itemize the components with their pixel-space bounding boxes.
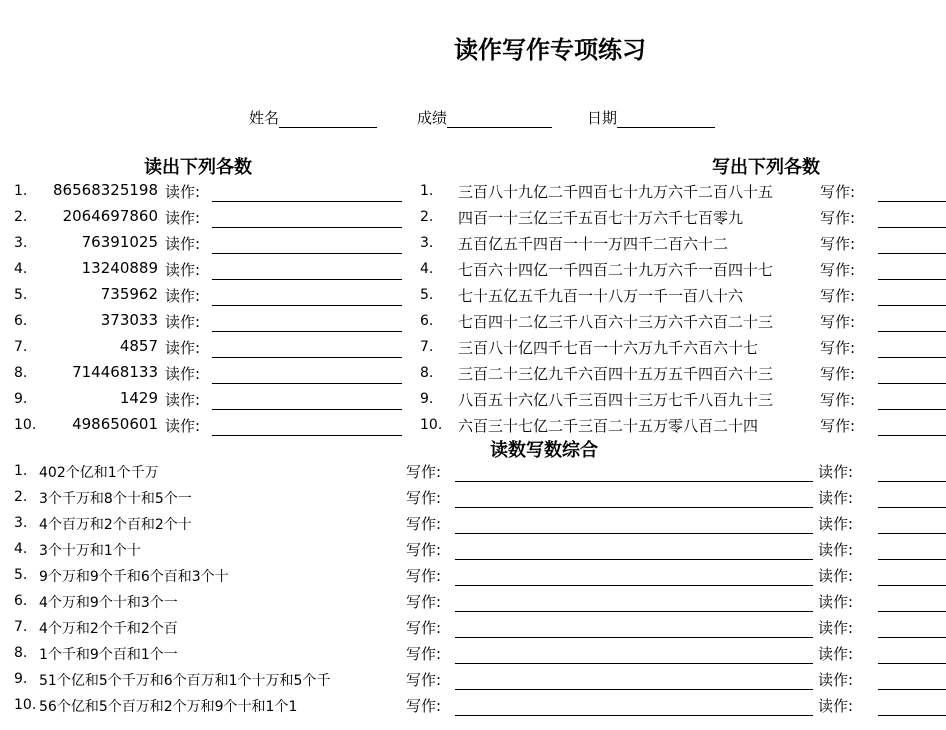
write-item-label: 写作: <box>820 235 856 253</box>
combined-read-line[interactable] <box>878 507 946 508</box>
name-field <box>249 107 377 128</box>
combined-write-label: 写作: <box>406 593 442 611</box>
write-item-label: 写作: <box>820 261 856 279</box>
write-item-number: 3. <box>420 235 434 251</box>
read-item-answer-line[interactable] <box>212 227 402 228</box>
write-item-answer-line[interactable] <box>878 357 946 358</box>
combined-write-line[interactable] <box>455 585 813 586</box>
combined-item-number: 5. <box>14 567 28 583</box>
read-item-answer-line[interactable] <box>212 435 402 436</box>
combined-write-label: 写作: <box>406 619 442 637</box>
write-item-number: 9. <box>420 391 434 407</box>
combined-item-text: 4个万和2个千和2个百 <box>39 621 178 637</box>
write-item-number: 4. <box>420 261 434 277</box>
combined-item-number: 7. <box>14 619 28 635</box>
write-item-number: 6. <box>420 313 434 329</box>
write-item-text: 三百八十亿四千七百一十六万九千六百六十七 <box>458 339 759 357</box>
combined-read-label: 读作: <box>818 515 854 533</box>
write-item-label: 写作: <box>820 313 856 331</box>
combined-write-line[interactable] <box>455 611 813 612</box>
write-item-label: 写作: <box>820 209 856 227</box>
read-item-value: 2064697860 <box>62 207 158 225</box>
combined-read-line[interactable] <box>878 689 946 690</box>
read-item-number: 7. <box>14 339 28 355</box>
write-item-label: 写作: <box>820 417 856 435</box>
read-item-number: 4. <box>14 261 28 277</box>
write-item-answer-line[interactable] <box>878 227 946 228</box>
combined-item-text: 1个千和9个百和1个一 <box>39 647 178 663</box>
write-item-label: 写作: <box>820 287 856 305</box>
combined-item-text: 402个亿和1个千万 <box>39 465 159 481</box>
combined-write-line[interactable] <box>455 507 813 508</box>
read-item-answer-line[interactable] <box>212 331 402 332</box>
write-section-heading: 写出下列各数 <box>712 157 820 178</box>
date-label: 日期 <box>587 109 618 127</box>
combined-read-line[interactable] <box>878 637 946 638</box>
combined-write-line[interactable] <box>455 663 813 664</box>
name-label: 姓名 <box>249 109 280 127</box>
combined-item-number: 10. <box>14 697 37 713</box>
score-field <box>417 107 552 128</box>
write-item-text: 七百四十二亿三千八百六十三万六千六百二十三 <box>458 313 774 331</box>
combined-section-heading: 读数写数综合 <box>490 440 598 461</box>
write-item-answer-line[interactable] <box>878 201 946 202</box>
write-item-label: 写作: <box>820 183 856 201</box>
read-item-number: 9. <box>14 391 28 407</box>
combined-write-line[interactable] <box>455 637 813 638</box>
combined-write-line[interactable] <box>455 559 813 560</box>
write-item-answer-line[interactable] <box>878 331 946 332</box>
write-item-number: 5. <box>420 287 434 303</box>
read-item-number: 1. <box>14 183 28 199</box>
write-item-answer-line[interactable] <box>878 435 946 436</box>
score-label: 成绩 <box>417 109 448 127</box>
read-item-value: 714468133 <box>72 363 158 381</box>
read-item-label: 读作: <box>165 287 201 305</box>
write-item-answer-line[interactable] <box>878 279 946 280</box>
combined-read-label: 读作: <box>818 541 854 559</box>
write-item-label: 写作: <box>820 391 856 409</box>
score-blank[interactable] <box>447 111 552 128</box>
combined-write-line[interactable] <box>455 715 813 716</box>
combined-read-line[interactable] <box>878 715 946 716</box>
read-item-value: 498650601 <box>72 415 158 433</box>
read-item-value: 4857 <box>119 337 158 355</box>
combined-write-line[interactable] <box>455 689 813 690</box>
combined-item-text: 51个亿和5个千万和6个百万和1个十万和5个千 <box>39 673 331 689</box>
name-blank[interactable] <box>279 111 377 128</box>
combined-item-number: 3. <box>14 515 28 531</box>
combined-read-line[interactable] <box>878 533 946 534</box>
write-item-answer-line[interactable] <box>878 409 946 410</box>
write-item-number: 8. <box>420 365 434 381</box>
read-item-label: 读作: <box>165 365 201 383</box>
combined-read-label: 读作: <box>818 463 854 481</box>
combined-write-label: 写作: <box>406 697 442 715</box>
write-item-text: 三百八十九亿二千四百七十九万六千二百八十五 <box>458 183 774 201</box>
combined-read-line[interactable] <box>878 585 946 586</box>
read-item-label: 读作: <box>165 209 201 227</box>
combined-item-text: 9个万和9个千和6个百和3个十 <box>39 569 229 585</box>
write-item-answer-line[interactable] <box>878 305 946 306</box>
read-item-answer-line[interactable] <box>212 279 402 280</box>
page-title: 读作写作专项练习 <box>454 36 646 64</box>
combined-write-label: 写作: <box>406 463 442 481</box>
read-item-label: 读作: <box>165 261 201 279</box>
read-item-number: 10. <box>14 417 37 433</box>
read-item-value: 735962 <box>100 285 158 303</box>
read-item-value: 1429 <box>119 389 158 407</box>
read-item-answer-line[interactable] <box>212 201 402 202</box>
write-item-answer-line[interactable] <box>878 383 946 384</box>
combined-write-label: 写作: <box>406 567 442 585</box>
read-item-label: 读作: <box>165 417 201 435</box>
combined-read-line[interactable] <box>878 559 946 560</box>
write-item-number: 1. <box>420 183 434 199</box>
write-item-answer-line[interactable] <box>878 253 946 254</box>
combined-read-line[interactable] <box>878 611 946 612</box>
combined-write-label: 写作: <box>406 645 442 663</box>
read-item-value: 86568325198 <box>53 181 158 199</box>
write-item-number: 10. <box>420 417 443 433</box>
combined-write-label: 写作: <box>406 489 442 507</box>
combined-write-label: 写作: <box>406 515 442 533</box>
write-item-text: 四百一十三亿三千五百七十万六千七百零九 <box>458 209 744 227</box>
read-item-label: 读作: <box>165 339 201 357</box>
read-item-label: 读作: <box>165 235 201 253</box>
write-item-label: 写作: <box>820 365 856 383</box>
write-item-number: 7. <box>420 339 434 355</box>
combined-read-label: 读作: <box>818 489 854 507</box>
read-item-answer-line[interactable] <box>212 383 402 384</box>
combined-read-label: 读作: <box>818 619 854 637</box>
combined-read-line[interactable] <box>878 663 946 664</box>
read-section-heading: 读出下列各数 <box>144 157 252 178</box>
write-item-text: 八百五十六亿八千三百四十三万七千八百九十三 <box>458 391 774 409</box>
write-item-text: 五百亿五千四百一十一万四千二百六十二 <box>458 235 729 253</box>
date-blank[interactable] <box>617 111 715 128</box>
write-item-text: 六百三十七亿二千三百二十五万零八百二十四 <box>458 417 759 435</box>
combined-item-number: 4. <box>14 541 28 557</box>
read-item-answer-line[interactable] <box>212 357 402 358</box>
read-item-number: 8. <box>14 365 28 381</box>
read-item-label: 读作: <box>165 313 201 331</box>
read-item-number: 5. <box>14 287 28 303</box>
read-item-value: 76391025 <box>81 233 158 251</box>
combined-item-number: 8. <box>14 645 28 661</box>
combined-item-number: 9. <box>14 671 28 687</box>
read-item-answer-line[interactable] <box>212 305 402 306</box>
combined-read-label: 读作: <box>818 593 854 611</box>
read-item-number: 6. <box>14 313 28 329</box>
combined-write-line[interactable] <box>455 533 813 534</box>
combined-write-label: 写作: <box>406 671 442 689</box>
date-field <box>587 107 715 128</box>
combined-item-text: 56个亿和5个百万和2个万和9个十和1个1 <box>39 699 298 715</box>
combined-read-label: 读作: <box>818 645 854 663</box>
combined-item-number: 6. <box>14 593 28 609</box>
combined-item-text: 3个千万和8个十和5个一 <box>39 491 192 507</box>
combined-read-label: 读作: <box>818 671 854 689</box>
combined-write-label: 写作: <box>406 541 442 559</box>
write-item-text: 三百二十三亿九千六百四十五万五千四百六十三 <box>458 365 774 383</box>
read-item-number: 3. <box>14 235 28 251</box>
combined-item-number: 1. <box>14 463 28 479</box>
combined-read-line[interactable] <box>878 481 946 482</box>
write-item-label: 写作: <box>820 339 856 357</box>
read-item-value: 13240889 <box>81 259 158 277</box>
read-item-answer-line[interactable] <box>212 253 402 254</box>
read-item-number: 2. <box>14 209 28 225</box>
combined-item-text: 3个十万和1个十 <box>39 543 141 559</box>
combined-read-label: 读作: <box>818 697 854 715</box>
read-item-answer-line[interactable] <box>212 409 402 410</box>
combined-item-text: 4个万和9个十和3个一 <box>39 595 178 611</box>
combined-read-label: 读作: <box>818 567 854 585</box>
combined-write-line[interactable] <box>455 481 813 482</box>
combined-item-number: 2. <box>14 489 28 505</box>
write-item-text: 七十五亿五千九百一十八万一千一百八十六 <box>458 287 744 305</box>
write-item-number: 2. <box>420 209 434 225</box>
combined-item-text: 4个百万和2个百和2个十 <box>39 517 192 533</box>
read-item-value: 373033 <box>100 311 158 329</box>
read-item-label: 读作: <box>165 391 201 409</box>
read-item-label: 读作: <box>165 183 201 201</box>
write-item-text: 七百六十四亿一千四百二十九万六千一百四十七 <box>458 261 774 279</box>
